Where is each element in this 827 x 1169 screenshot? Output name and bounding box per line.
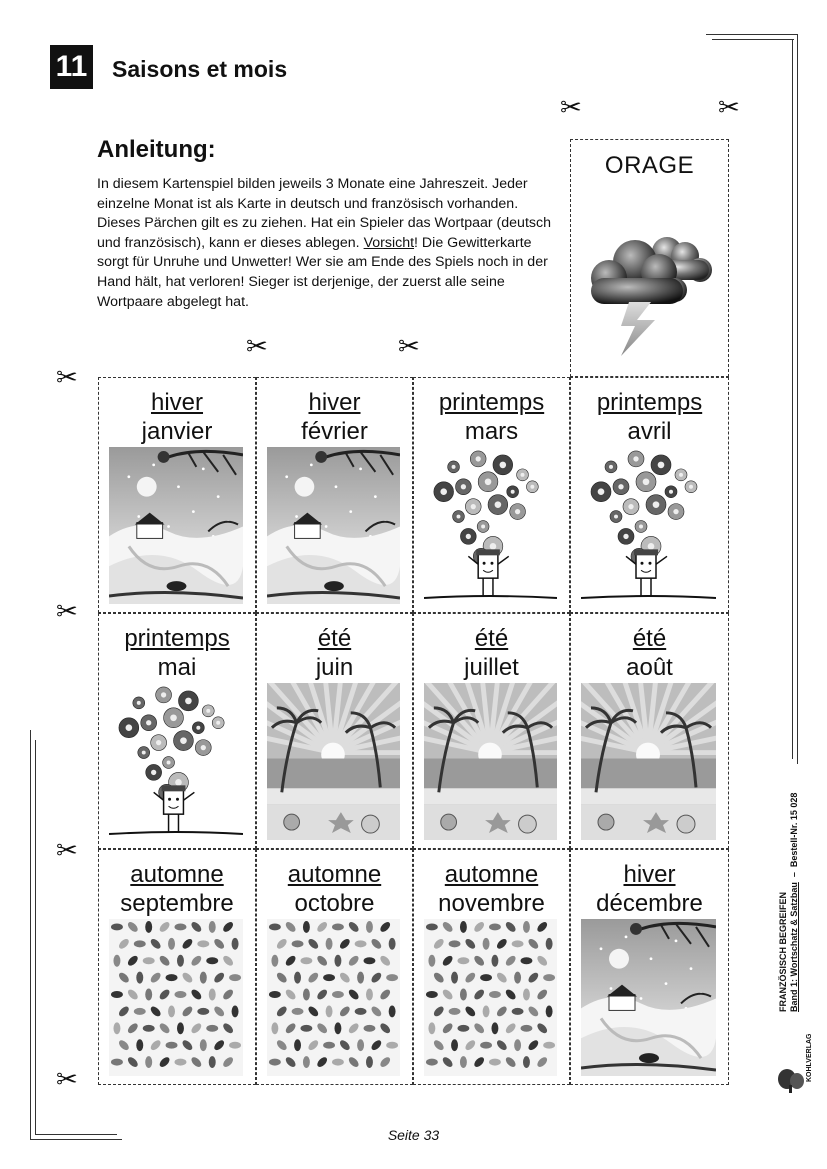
season-label: printemps bbox=[124, 625, 230, 652]
scissors-icon: ✂ bbox=[56, 596, 78, 626]
orage-label: ORAGE bbox=[604, 152, 695, 179]
month-label: mars bbox=[464, 418, 519, 445]
scissors-icon: ✂ bbox=[398, 331, 420, 361]
month-label: novembre bbox=[438, 890, 545, 917]
caution-word: Vorsicht bbox=[363, 234, 415, 251]
page-number: Seite 33 bbox=[387, 1127, 440, 1143]
scissors-icon: ✂ bbox=[246, 331, 268, 361]
season-label: automne bbox=[130, 861, 224, 888]
month-label: janvier bbox=[141, 418, 213, 445]
month-card[interactable] bbox=[570, 849, 729, 1085]
publisher-name: KOHLVERLAG bbox=[806, 1033, 813, 1082]
season-label: printemps bbox=[438, 389, 545, 416]
publisher-sidebar: FRANZÖSISCH BEGREIFEN Band 1: Wortschatz & Satzbau – Bestell-Nr. 15 028 bbox=[778, 792, 799, 1012]
autumn-illustration bbox=[267, 919, 400, 1076]
season-label: hiver bbox=[308, 389, 361, 416]
autumn-illustration bbox=[109, 919, 243, 1076]
autumn-illustration bbox=[424, 919, 557, 1076]
scissors-icon: ✂ bbox=[56, 362, 78, 392]
scissors-icon: ✂ bbox=[560, 92, 582, 122]
winter-illustration bbox=[267, 447, 400, 604]
month-card[interactable] bbox=[98, 849, 256, 1085]
season-label: été bbox=[317, 625, 352, 652]
scissors-icon: ✂ bbox=[56, 1064, 78, 1094]
scissors-icon: ✂ bbox=[56, 835, 78, 865]
month-card[interactable] bbox=[570, 377, 729, 613]
frame-line-top-inner bbox=[712, 39, 794, 40]
season-label: automne bbox=[444, 861, 539, 888]
instructions-text: In diesem Kartenspiel bilden jeweils 3 Monate eine Jahreszeit. Jeder einzelne Monat ist als Karte in deutsch und französisch vorhanden. Dieses Pärchen gilt es zu ziehen. Hat ein Spieler das Wortpaar (deutsch und französisch), kann er dieses ablegen. Vorsicht! Die Gewitterkarte sorgt für Unruhe und Unwetter! Wer sie am Ende des Spiels noch in der Hand hält, hat verloren! Sieger ist derjenige, der zuerst alle seine Wortpaare abgelegt hat. bbox=[97, 176, 551, 310]
season-label: hiver bbox=[150, 389, 204, 416]
spring-illustration bbox=[424, 447, 557, 604]
month-label: août bbox=[626, 654, 673, 681]
month-card[interactable] bbox=[413, 613, 570, 849]
month-label: décembre bbox=[596, 890, 703, 917]
month-card[interactable] bbox=[98, 613, 256, 849]
month-card[interactable] bbox=[413, 849, 570, 1085]
month-label: avril bbox=[627, 418, 672, 445]
spring-illustration bbox=[581, 447, 716, 604]
month-card[interactable] bbox=[256, 377, 413, 613]
month-label: juin bbox=[315, 654, 354, 681]
frame-line-right bbox=[797, 34, 798, 764]
season-label: hiver bbox=[623, 861, 676, 888]
frame-line-top bbox=[706, 34, 798, 35]
summer-illustration bbox=[267, 683, 400, 840]
summer-illustration bbox=[581, 683, 716, 840]
month-label: juillet bbox=[464, 654, 519, 681]
season-label: printemps bbox=[596, 389, 703, 416]
frame-line-left bbox=[30, 730, 31, 1140]
month-label: octobre bbox=[294, 890, 375, 917]
season-label: été bbox=[632, 625, 667, 652]
frame-line-right-inner bbox=[792, 39, 793, 759]
season-label: automne bbox=[287, 861, 382, 888]
month-card[interactable] bbox=[413, 377, 570, 613]
page-title: Saisons et mois bbox=[112, 56, 288, 82]
spring-illustration bbox=[109, 683, 243, 840]
month-label: février bbox=[301, 418, 368, 445]
month-card[interactable] bbox=[570, 613, 729, 849]
storm-cloud-icon bbox=[585, 232, 715, 362]
worksheet-number-badge: 11 bbox=[50, 45, 93, 89]
month-card[interactable] bbox=[256, 849, 413, 1085]
month-card[interactable] bbox=[98, 377, 256, 613]
orage-card[interactable] bbox=[570, 139, 729, 377]
summer-illustration bbox=[424, 683, 557, 840]
month-card[interactable] bbox=[256, 613, 413, 849]
frame-line-left-inner bbox=[35, 740, 36, 1135]
instructions-heading: Anleitung: bbox=[97, 136, 216, 163]
winter-illustration bbox=[109, 447, 243, 604]
scissors-icon: ✂ bbox=[718, 92, 740, 122]
month-label: septembre bbox=[120, 890, 234, 917]
month-label: mai bbox=[157, 654, 197, 681]
winter-illustration bbox=[581, 919, 716, 1076]
season-label: été bbox=[474, 625, 509, 652]
